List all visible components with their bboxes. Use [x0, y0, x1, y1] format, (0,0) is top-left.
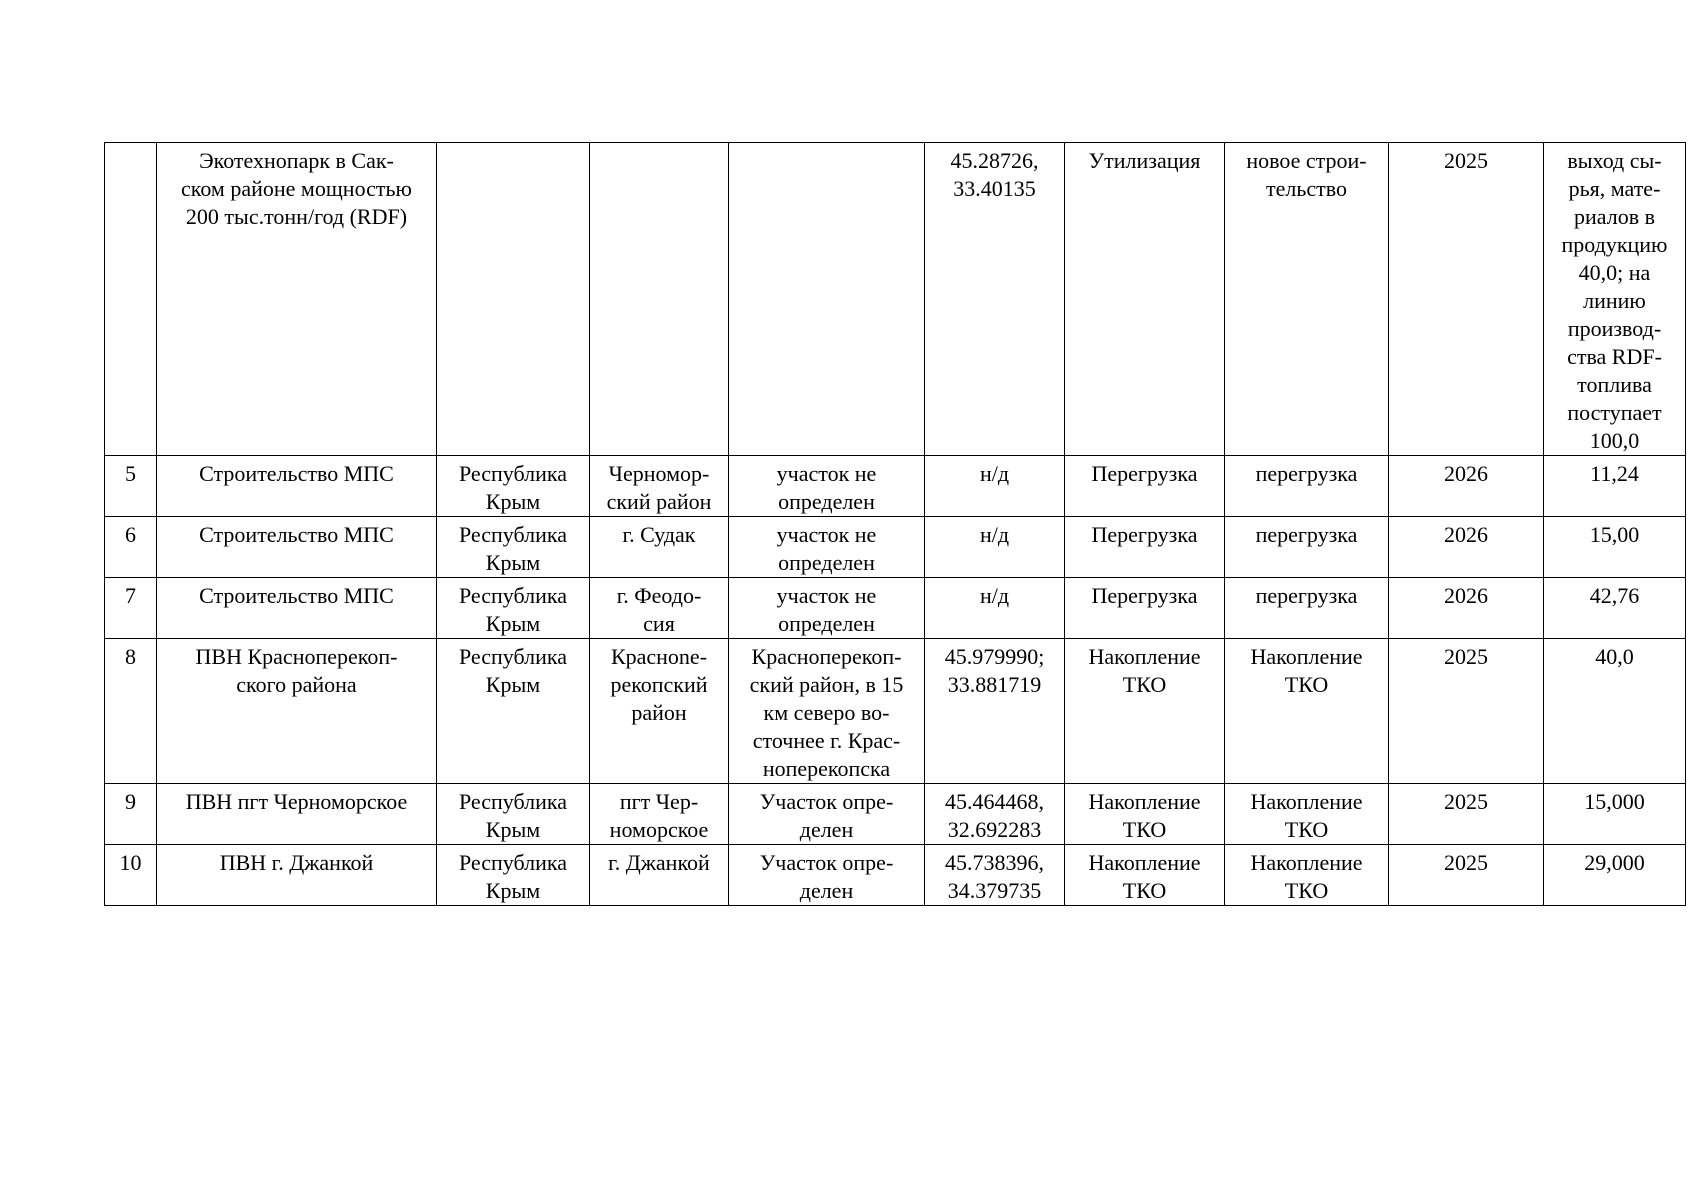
cell-object-name: ПВН пгт Черноморское: [157, 784, 437, 845]
cell-status: перегрузка: [1225, 517, 1389, 578]
cell-type: Перегрузка: [1065, 517, 1225, 578]
cell-year: 2025: [1389, 845, 1544, 906]
cell-coordinates: 45.979990; 33.881719: [925, 639, 1065, 784]
cell-district: Красноnе- рекопский район: [590, 639, 729, 784]
cell-site: участок не определен: [729, 456, 925, 517]
cell-number: 7: [105, 578, 157, 639]
cell-number: 5: [105, 456, 157, 517]
cell-year: 2025: [1389, 784, 1544, 845]
cell-district: г. Судак: [590, 517, 729, 578]
cell-district: [590, 143, 729, 456]
cell-year: 2025: [1389, 639, 1544, 784]
cell-site: участок не определен: [729, 578, 925, 639]
cell-type: Накопление ТКО: [1065, 845, 1225, 906]
cell-capacity: 29,000: [1544, 845, 1686, 906]
cell-district: пгт Чер- номорское: [590, 784, 729, 845]
cell-year: 2025: [1389, 143, 1544, 456]
cell-capacity: 15,00: [1544, 517, 1686, 578]
cell-number: 10: [105, 845, 157, 906]
cell-year: 2026: [1389, 578, 1544, 639]
cell-district: Черномор- ский район: [590, 456, 729, 517]
cell-number: [105, 143, 157, 456]
facilities-table: [104, 142, 1686, 906]
table-row: [105, 784, 1686, 845]
cell-type: Накопление ТКО: [1065, 639, 1225, 784]
cell-region: Республика Крым: [437, 456, 590, 517]
cell-coordinates: н/д: [925, 517, 1065, 578]
cell-capacity: выход сы- рья, мате- риалов в продукцию 40,0; на линию производ- ства RDF- топлива поступает 100,0: [1544, 143, 1686, 456]
cell-status: Накопление ТКО: [1225, 639, 1389, 784]
cell-region: Республика Крым: [437, 845, 590, 906]
cell-type: Утилизация: [1065, 143, 1225, 456]
cell-region: [437, 143, 590, 456]
table-row: [105, 639, 1686, 784]
cell-object-name: Строительство МПС: [157, 456, 437, 517]
cell-year: 2026: [1389, 517, 1544, 578]
cell-capacity: 11,24: [1544, 456, 1686, 517]
table-row: [105, 143, 1686, 456]
cell-coordinates: н/д: [925, 456, 1065, 517]
cell-site: Красноперекоп- ский район, в 15 км северо во- сточнее г. Крас- ноперекопска: [729, 639, 925, 784]
cell-capacity: 42,76: [1544, 578, 1686, 639]
cell-region: Республика Крым: [437, 784, 590, 845]
cell-site: участок не определен: [729, 517, 925, 578]
cell-coordinates: 45.464468, 32.692283: [925, 784, 1065, 845]
cell-capacity: 15,000: [1544, 784, 1686, 845]
cell-number: 9: [105, 784, 157, 845]
cell-object-name: ПВН Красноперекоп- ского района: [157, 639, 437, 784]
cell-status: новое строи- тельство: [1225, 143, 1389, 456]
cell-object-name: Экотехнопарк в Сак- ском районе мощностью 200 тыс.тонн/год (RDF): [157, 143, 437, 456]
table-row: [105, 456, 1686, 517]
cell-district: г. Феодо- сия: [590, 578, 729, 639]
cell-site: Участок опре- делен: [729, 845, 925, 906]
table-row: [105, 578, 1686, 639]
table-row: [105, 517, 1686, 578]
cell-number: 8: [105, 639, 157, 784]
cell-coordinates: 45.738396, 34.379735: [925, 845, 1065, 906]
cell-site: Участок опре- делен: [729, 784, 925, 845]
cell-object-name: ПВН г. Джанкой: [157, 845, 437, 906]
cell-status: перегрузка: [1225, 456, 1389, 517]
table-row: [105, 845, 1686, 906]
cell-region: Республика Крым: [437, 578, 590, 639]
cell-site: [729, 143, 925, 456]
cell-district: г. Джанкой: [590, 845, 729, 906]
cell-type: Накопление ТКО: [1065, 784, 1225, 845]
cell-status: Накопление ТКО: [1225, 784, 1389, 845]
cell-coordinates: 45.28726, 33.40135: [925, 143, 1065, 456]
cell-status: перегрузка: [1225, 578, 1389, 639]
cell-object-name: Строительство МПС: [157, 578, 437, 639]
cell-object-name: Строительство МПС: [157, 517, 437, 578]
cell-status: Накопление ТКО: [1225, 845, 1389, 906]
cell-region: Республика Крым: [437, 517, 590, 578]
cell-type: Перегрузка: [1065, 578, 1225, 639]
cell-number: 6: [105, 517, 157, 578]
cell-region: Республика Крым: [437, 639, 590, 784]
cell-capacity: 40,0: [1544, 639, 1686, 784]
cell-coordinates: н/д: [925, 578, 1065, 639]
cell-type: Перегрузка: [1065, 456, 1225, 517]
cell-year: 2026: [1389, 456, 1544, 517]
